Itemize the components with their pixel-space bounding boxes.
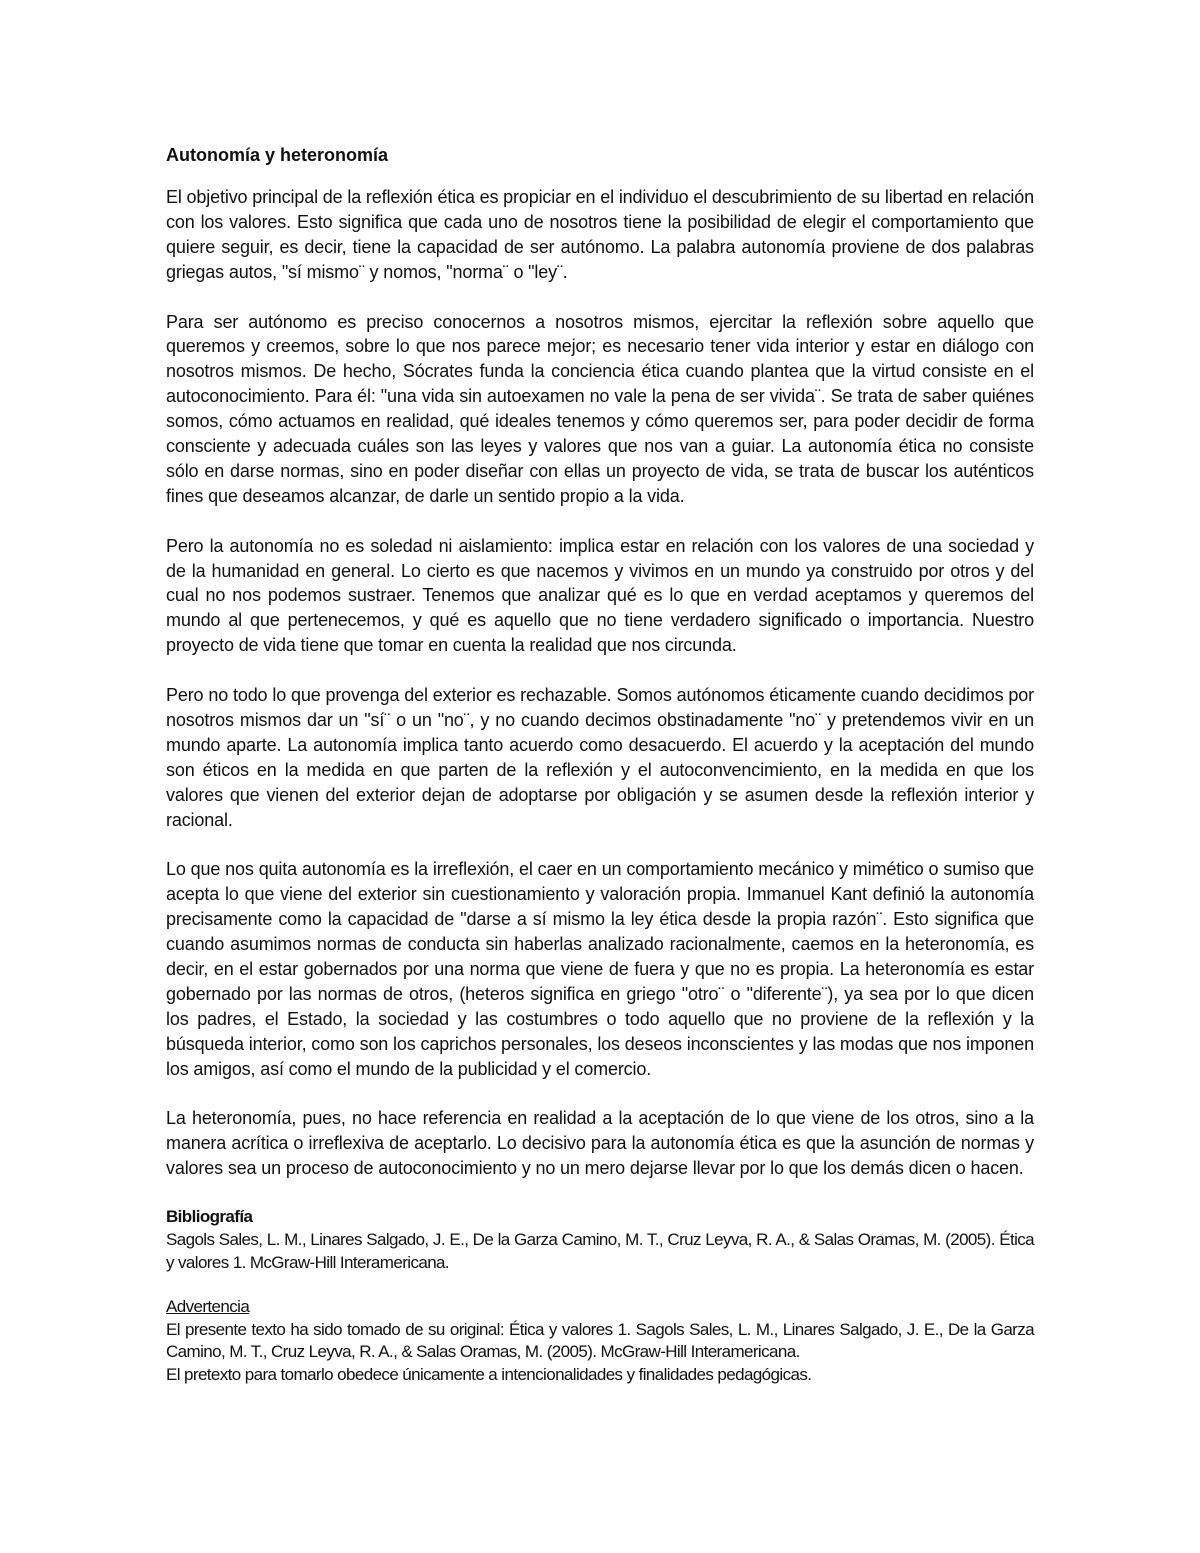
paragraph-3: Pero la autonomía no es soledad ni aislamiento: implica estar en relación con los valores de una sociedad y de la humanidad en general. Lo cierto es que nacemos y vivimos en un mundo ya construido por otros y del cual no nos podemos sustraer. Tenemos que analizar qué es lo que en verdad aceptamos y queremos del mundo al que pertenecemos, y qué es aquello que no tiene verdadero significado o importancia. Nuestro proyecto de vida tiene que tomar en cuenta la realidad que nos circunda. [166, 535, 1034, 656]
bibliography-entry: Sagols Sales, L. M., Linares Salgado, J. E., De la Garza Camino, M. T., Cruz Leyva, R. A., & Salas Oramas, M. (2005). Ética y valores 1. McGraw-Hill Interamericana. [166, 1230, 1034, 1272]
warning-note: El pretexto para tomarlo obedece únicamente a intencionalidades y finalidades pedagógicas. [166, 1364, 812, 1384]
bibliography-heading: Bibliografía [166, 1207, 253, 1227]
paragraph-1: El objetivo principal de la reflexión ética es propiciar en el individuo el descubrimiento de su libertad en relación con los valores. Esto significa que cada uno de nosotros tiene la posibilidad de elegir el comportamiento que quiere seguir, es decir, tiene la capacidad de ser autónomo. La palabra autonomía proviene de dos palabras griegas autos, "sí mismo¨ y nomos, "norma¨ o "ley¨. [166, 187, 1034, 282]
bibliography-section [166, 1205, 1034, 1274]
document-page [166, 138, 1034, 1386]
document-title: Autonomía y heteronomía [166, 145, 389, 165]
paragraph-4: Pero no todo lo que provenga del exterior es rechazable. Somos autónomos éticamente cuando decidimos por nosotros mismos dar un "sí¨ o un "no¨, y no cuando decimos obstinadamente "no¨ y pretendemos vivir en un mundo aparte. La autonomía implica tanto acuerdo como desacuerdo. El acuerdo y la aceptación del mundo son éticos en la medida en que parten de la reflexión y el autoconvencimiento, en la medida en que los valores que vienen del exterior dejan de adoptarse por obligación y se asumen desde la reflexión interior y racional. [166, 685, 1034, 830]
paragraph-5: Lo que nos quita autonomía es la irreflexión, el caer en un comportamiento mecánico y mimético o sumiso que acepta lo que viene del exterior sin cuestionamiento y valoración propia. Immanuel Kant definió la autonomía precisamente como la capacidad de "darse a sí mismo la ley ética desde la propia razón¨. Esto significa que cuando asumimos normas de conducta sin haberlas analizado racionalmente, caemos en la heteronomía, es decir, en el estar gobernados por una norma que viene de fuera y que no es propia. La heteronomía es estar gobernado por las normas de otros, (heteros significa en griego "otro¨ o "diferente¨), ya sea por lo que dicen los padres, el Estado, la sociedad y las costumbres o todo aquello que no proviene de la reflexión y la búsqueda interior, como son los caprichos personales, los deseos inconscientes y las modas que nos imponen los amigos, así como el mundo de la publicidad y el comercio. [166, 859, 1034, 1079]
warning-section [166, 1296, 1034, 1386]
paragraph-6: La heteronomía, pues, no hace referencia en realidad a la aceptación de lo que viene de los otros, sino a la manera acrítica o irreflexiva de aceptarlo. Lo decisivo para la autonomía ética es que la asunción de normas y valores sea un proceso de autoconocimiento y no un mero dejarse llevar por lo que los demás dicen o hacen. [166, 1108, 1034, 1179]
warning-heading: Advertencia [166, 1297, 250, 1317]
paragraph-2: Para ser autónomo es preciso conocernos a nosotros mismos, ejercitar la reflexión sobre aquello que queremos y creemos, sobre lo que nos parece mejor; es necesario tener vida interior y estar en diálogo con nosotros mismos. De hecho, Sócrates funda la conciencia ética cuando plantea que la virtud consiste en el autoconocimiento. Para él: "una vida sin autoexamen no vale la pena de ser vivida¨. Se trata de saber quiénes somos, cómo actuamos en realidad, qué ideales tenemos y cómo queremos ser, para poder decidir de forma consciente y adecuada cuáles son las leyes y valores que nos van a guiar. La autonomía ética no consiste sólo en darse normas, sino en poder diseñar con ellas un proyecto de vida, se trata de buscar los auténticos fines que deseamos alcanzar, de darle un sentido propio a la vida. [166, 311, 1034, 506]
warning-text: El presente texto ha sido tomado de su original: Ética y valores 1. Sagols Sales, L. M., Linares Salgado, J. E., De la Garza Camino, M. T., Cruz Leyva, R. A., & Salas Oramas, M. (2005). McGraw-Hill Interamericana. [166, 1319, 1034, 1362]
